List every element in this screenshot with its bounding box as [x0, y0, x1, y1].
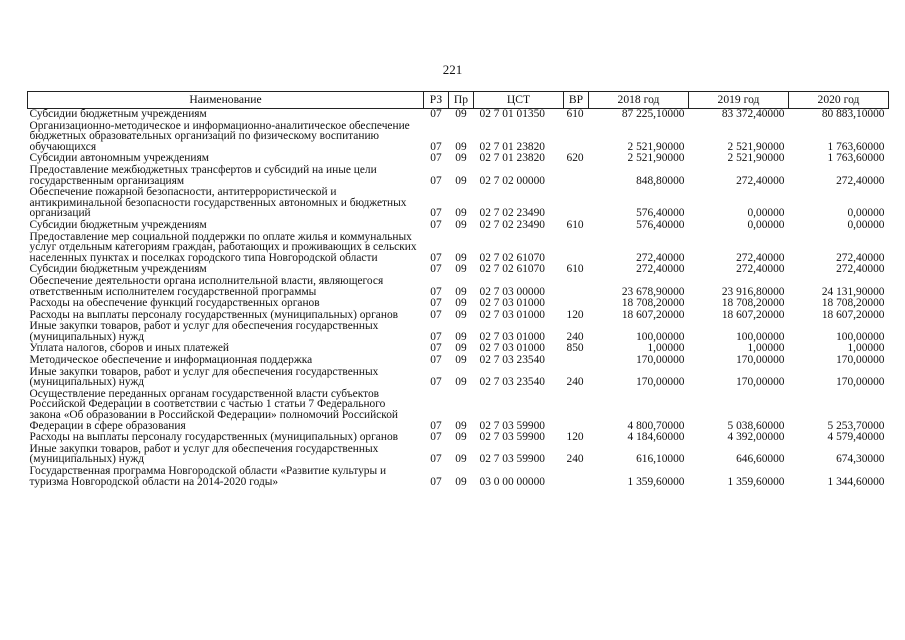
row-rz: 07 [430, 453, 442, 466]
row-name: Субсидии бюджетным учреждениям [29, 108, 207, 120]
row-cst: 02 7 03 01000 [479, 330, 545, 343]
row-2020-amount: 1 344,60000 [827, 475, 885, 488]
row-2018-amount: 170,00000 [636, 376, 685, 389]
header-2018: 2018 год [589, 92, 689, 109]
row-pr: 09 [455, 285, 467, 298]
row-2019-amount: 272,40000 [736, 251, 785, 264]
table-row [28, 220, 889, 232]
row-2019-amount: 272,40000 [736, 263, 785, 276]
row-2018-amount: 2 521,90000 [627, 140, 685, 153]
row-2019-amount: 1,00000 [747, 342, 785, 355]
row-name: Иные закупки товаров, работ и услуг для обеспечения государственных (муниципальных) нужд [29, 365, 379, 389]
row-2019-amount: 170,00000 [736, 354, 785, 367]
row-pr: 09 [455, 475, 467, 488]
row-2020-amount: 0,00000 [847, 207, 885, 220]
row-2020-amount: 170,00000 [836, 376, 885, 389]
row-2018-amount: 87 225,10000 [621, 108, 685, 120]
row-name: Государственная программа Новгородской области «Развитие культуры и туризма Новгородской области на 2014-2020 годы» [29, 465, 387, 488]
row-2018-amount: 1 359,60000 [627, 475, 685, 488]
row-pr: 09 [455, 354, 467, 367]
row-rz: 07 [430, 475, 442, 488]
row-2018-amount: 4 800,70000 [627, 419, 685, 432]
budget-table [27, 91, 889, 488]
row-rz: 07 [430, 285, 442, 298]
row-vr: 850 [566, 342, 584, 355]
row-pr: 09 [455, 431, 467, 444]
table-row [28, 389, 889, 432]
row-2020-amount: 1,00000 [847, 342, 885, 355]
row-rz: 07 [430, 108, 442, 120]
row-cst: 02 7 03 00000 [479, 285, 545, 298]
row-2018-amount: 4 184,60000 [627, 431, 685, 444]
row-pr: 09 [455, 251, 467, 264]
row-name: Иные закупки товаров, работ и услуг для обеспечения государственных (муниципальных) нужд [29, 442, 379, 466]
row-pr: 09 [455, 376, 467, 389]
row-name: Субсидии бюджетным учреждениям [29, 218, 207, 231]
row-pr: 09 [455, 342, 467, 355]
table-row [28, 355, 889, 367]
row-2020-amount: 170,00000 [836, 354, 885, 367]
row-2018-amount: 18 708,20000 [621, 297, 685, 310]
header-rz: РЗ [424, 92, 449, 109]
row-pr: 09 [455, 108, 467, 120]
row-2020-amount: 272,40000 [836, 251, 885, 264]
table-row [28, 165, 889, 187]
row-rz: 07 [430, 152, 442, 165]
row-2020-amount: 24 131,90000 [821, 285, 885, 298]
row-vr [564, 466, 589, 488]
row-2020-amount: 1 763,60000 [827, 152, 885, 165]
row-2020-amount: 5 253,70000 [827, 419, 885, 432]
row-vr [564, 298, 589, 310]
row-rz: 07 [430, 207, 442, 220]
row-2018-amount: 1,00000 [647, 342, 685, 355]
row-2020-amount: 4 579,40000 [827, 431, 885, 444]
row-2020-amount: 674,30000 [836, 453, 885, 466]
table-row [28, 321, 889, 343]
row-vr [564, 355, 589, 367]
row-vr [564, 121, 589, 154]
row-pr: 09 [455, 297, 467, 310]
row-pr: 09 [455, 330, 467, 343]
row-2019-amount: 18 607,20000 [721, 308, 785, 321]
row-rz: 07 [430, 251, 442, 264]
row-vr [564, 232, 589, 265]
row-vr: 610 [566, 108, 584, 120]
row-2018-amount: 848,80000 [636, 174, 685, 187]
row-rz: 07 [430, 376, 442, 389]
row-vr: 240 [566, 376, 584, 389]
row-rz: 07 [430, 342, 442, 355]
row-2018-amount: 170,00000 [636, 354, 685, 367]
table-row [28, 298, 889, 310]
row-cst: 02 7 03 01000 [479, 342, 545, 355]
row-cst: 02 7 03 59900 [479, 431, 545, 444]
row-2019-amount: 100,00000 [736, 330, 785, 343]
row-pr: 09 [455, 174, 467, 187]
row-cst: 02 7 03 01000 [479, 308, 545, 321]
row-name: Расходы на выплаты персоналу государственных (муниципальных) органов [29, 431, 399, 444]
row-2020-amount: 272,40000 [836, 174, 885, 187]
row-pr: 09 [455, 308, 467, 321]
row-2019-amount: 2 521,90000 [727, 140, 785, 153]
row-2018-amount: 616,10000 [636, 453, 685, 466]
row-vr [564, 165, 589, 187]
row-vr: 610 [566, 218, 584, 231]
row-rz: 07 [430, 308, 442, 321]
row-2019-amount: 1 359,60000 [727, 475, 785, 488]
row-2018-amount: 2 521,90000 [627, 152, 685, 165]
row-pr: 09 [455, 419, 467, 432]
table-row [28, 109, 889, 121]
row-pr: 09 [455, 263, 467, 276]
row-2019-amount: 646,60000 [736, 453, 785, 466]
row-2018-amount: 272,40000 [636, 263, 685, 276]
table-row [28, 276, 889, 298]
row-name: Расходы на обеспечение функций государственных органов [29, 297, 320, 310]
row-cst: 02 7 01 23820 [479, 140, 545, 153]
row-2020-amount: 1 763,60000 [827, 140, 885, 153]
row-2020-amount: 100,00000 [836, 330, 885, 343]
row-vr: 240 [566, 330, 584, 343]
row-cst: 02 7 02 00000 [479, 174, 545, 187]
table-row [28, 121, 889, 154]
row-vr [564, 276, 589, 298]
row-name: Методическое обеспечение и информационная поддержка [29, 354, 313, 367]
row-name: Предоставление мер социальной поддержки по оплате жилья и коммунальных услуг отдельным категориям граждан, работающих и проживающих в сельских населенных пунктах и поселках городского типа Новгородской области [29, 230, 417, 264]
row-pr: 09 [455, 453, 467, 466]
row-cst: 02 7 01 23820 [479, 152, 545, 165]
header-2019: 2019 год [689, 92, 789, 109]
table-row [28, 232, 889, 265]
row-pr: 09 [455, 218, 467, 231]
row-2020-amount: 18 708,20000 [821, 297, 885, 310]
row-name: Организационно-методическое и информационно-аналитическое обеспечение бюджетных образовательных организаций по физическому воспитанию обучающихся [29, 119, 410, 153]
table-row [28, 444, 889, 466]
row-2019-amount: 4 392,00000 [727, 431, 785, 444]
row-cst: 02 7 02 61070 [479, 251, 545, 264]
row-vr [564, 389, 589, 432]
row-pr: 09 [455, 140, 467, 153]
row-2020-amount: 272,40000 [836, 263, 885, 276]
row-2019-amount: 0,00000 [747, 207, 785, 220]
row-2019-amount: 5 038,60000 [727, 419, 785, 432]
row-name: Расходы на выплаты персоналу государственных (муниципальных) органов [29, 308, 399, 321]
row-name: Субсидии бюджетным учреждениям [29, 263, 207, 276]
row-2019-amount: 2 521,90000 [727, 152, 785, 165]
page-number: 221 [442, 62, 463, 77]
header-cst: ЦСТ [474, 92, 564, 109]
row-2019-amount: 18 708,20000 [721, 297, 785, 310]
row-cst: 02 7 03 59900 [479, 419, 545, 432]
row-2019-amount: 170,00000 [736, 376, 785, 389]
row-2020-amount: 80 883,10000 [821, 108, 885, 120]
table-body [28, 109, 889, 489]
table-header-row [28, 92, 889, 109]
row-name: Предоставление межбюджетных трансфертов и субсидий на иные цели государственным организациям [29, 163, 377, 187]
row-rz: 07 [430, 354, 442, 367]
row-rz: 07 [430, 174, 442, 187]
row-2019-amount: 23 916,80000 [721, 285, 785, 298]
row-2018-amount: 23 678,90000 [621, 285, 685, 298]
row-cst: 02 7 02 23490 [479, 218, 545, 231]
row-name: Осуществление переданных органам государственной власти субъектов Российской Федерации в соответствии с частью 1 статьи 7 Федерального закона «Об образовании в Российской Федерации» полномочий Российской Федерации в сфере образования [29, 387, 399, 432]
row-cst: 03 0 00 00000 [479, 475, 545, 488]
header-2020: 2020 год [789, 92, 889, 109]
row-name: Иные закупки товаров, работ и услуг для обеспечения государственных (муниципальных) нужд [29, 320, 379, 343]
row-cst: 02 7 03 01000 [479, 297, 545, 310]
row-name: Уплата налогов, сборов и иных платежей [29, 342, 229, 355]
row-vr: 610 [566, 263, 584, 276]
table-row [28, 466, 889, 488]
row-2018-amount: 576,40000 [636, 218, 685, 231]
row-cst: 02 7 03 23540 [479, 354, 545, 367]
row-2020-amount: 0,00000 [847, 218, 885, 231]
row-name: Обеспечение деятельности органа исполнительной власти, являющегося ответственным исполнителем государственной программы [29, 274, 384, 298]
row-2018-amount: 18 607,20000 [621, 308, 685, 321]
row-vr: 120 [566, 431, 584, 444]
row-rz: 07 [430, 419, 442, 432]
row-rz: 07 [430, 263, 442, 276]
row-2020-amount: 18 607,20000 [821, 308, 885, 321]
row-rz: 07 [430, 431, 442, 444]
row-2019-amount: 272,40000 [736, 174, 785, 187]
row-pr: 09 [455, 152, 467, 165]
header-vr: ВР [564, 92, 589, 109]
row-2018-amount: 272,40000 [636, 251, 685, 264]
row-vr: 120 [566, 308, 584, 321]
row-2018-amount: 100,00000 [636, 330, 685, 343]
row-rz: 07 [430, 218, 442, 231]
row-cst: 02 7 01 01350 [479, 108, 545, 120]
row-cst: 02 7 03 59900 [479, 453, 545, 466]
row-name: Субсидии автономным учреждениям [29, 152, 209, 165]
header-pr: Пр [449, 92, 474, 109]
row-2019-amount: 0,00000 [747, 218, 785, 231]
row-vr: 240 [566, 453, 584, 466]
row-vr: 620 [566, 152, 584, 165]
row-pr: 09 [455, 207, 467, 220]
table-row [28, 187, 889, 220]
row-rz: 07 [430, 140, 442, 153]
row-cst: 02 7 02 61070 [479, 263, 545, 276]
row-name: Обеспечение пожарной безопасности, антитеррористической и антикриминальной безопасности государственных автономных и бюджетных организаций [29, 186, 407, 220]
header-name: Наименование [28, 92, 424, 109]
row-vr [564, 187, 589, 220]
row-rz: 07 [430, 297, 442, 310]
row-2019-amount: 83 372,40000 [721, 108, 785, 120]
row-cst: 02 7 03 23540 [479, 376, 545, 389]
row-cst: 02 7 02 23490 [479, 207, 545, 220]
table-row [28, 367, 889, 389]
row-rz: 07 [430, 330, 442, 343]
row-2018-amount: 576,40000 [636, 207, 685, 220]
